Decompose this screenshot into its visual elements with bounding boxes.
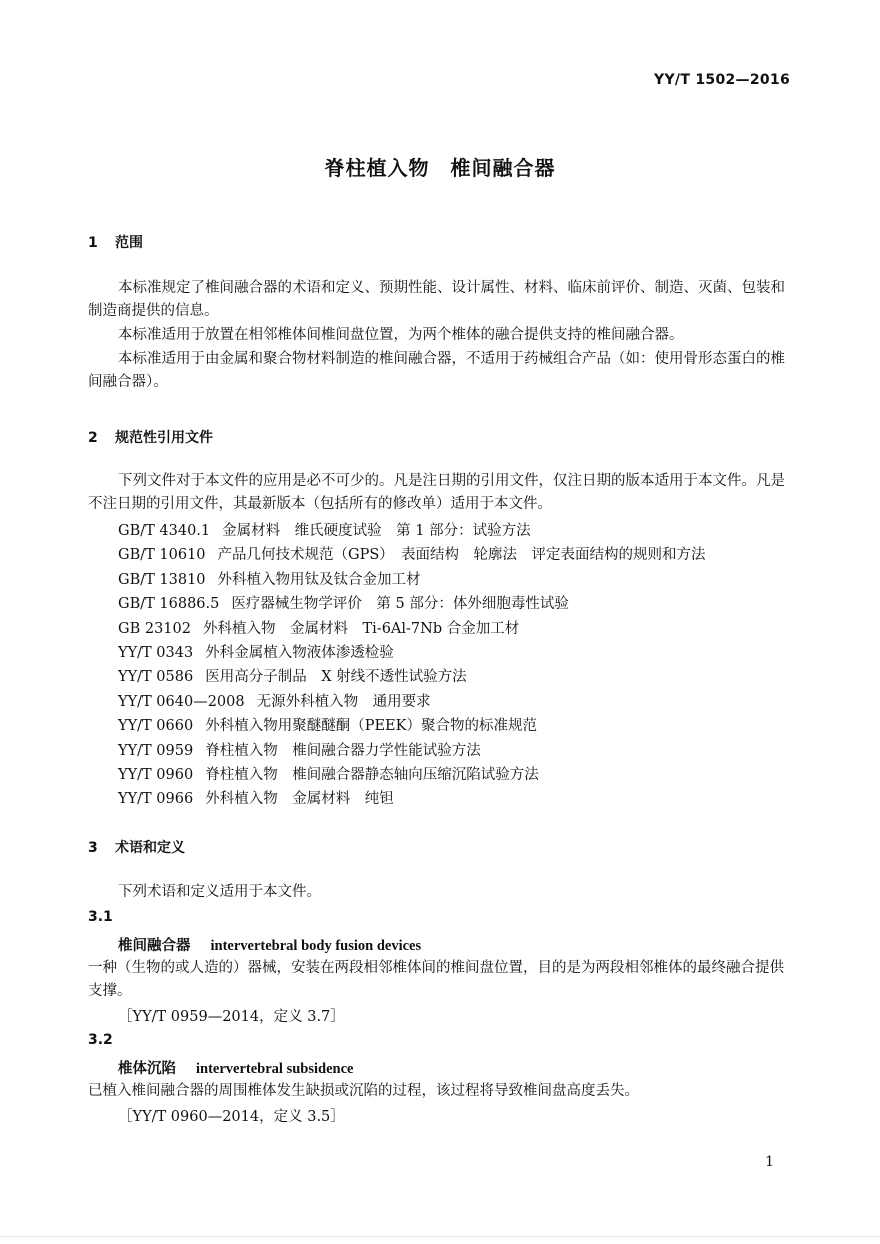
reference-code: YY/T 0586 [118, 669, 194, 686]
page-bottom-divider [0, 1236, 880, 1237]
reference-title: 医疗器械生物学评价 第 5 部分：体外细胞毒性试验 [231, 596, 569, 613]
reference-title: 金属材料 维氏硬度试验 第 1 部分：试验方法 [222, 523, 531, 539]
reference-code: GB/T 4340.1 [118, 523, 211, 539]
reference-title: 脊柱植入物 椎间融合器静态轴向压缩沉陷试验方法 [205, 767, 539, 783]
reference-item [118, 642, 394, 664]
reference-item [118, 618, 519, 640]
term-source: ［YY/T 0960—2014，定义 3.5］ [118, 1109, 345, 1125]
reference-title: 脊柱植入物 椎间融合器力学性能试验方法 [205, 742, 481, 759]
reference-item [118, 569, 421, 591]
reference-title: 外科植入物 金属材料 Ti-6Al-7Nb 合金加工材 [202, 620, 520, 637]
reference-title: 无源外科植入物 通用要求 [256, 693, 431, 710]
section-2-heading [88, 427, 213, 447]
reference-code: GB/T 13810 [118, 571, 206, 588]
section-title: 规范性引用文件 [115, 430, 213, 446]
term-en: intervertebral subsidence [196, 1061, 354, 1077]
reference-item [118, 666, 467, 688]
term-zh: 椎体沉陷 [118, 1061, 176, 1077]
paragraph: 下列文件对于本文件的应用是必不可少的。凡是注日期的引用文件，仅注日期的版本适用于本文件。凡是不注日期的引用文件，其最新版本（包括所有的修改单）适用于本文件。 [88, 473, 785, 512]
reference-item [118, 593, 569, 615]
term-number: 3.1 [88, 909, 113, 925]
reference-item [118, 691, 431, 713]
reference-code: YY/T 0343 [118, 645, 194, 661]
reference-code: GB 23102 [118, 620, 191, 637]
reference-title: 外科植入物用钛及钛合金加工材 [217, 571, 421, 588]
term-entry [118, 1057, 353, 1078]
paragraph: 下列术语和定义适用于本文件。 [118, 884, 321, 900]
reference-title: 外科植入物 金属材料 纯钽 [205, 791, 394, 808]
term-source: ［YY/T 0959—2014，定义 3.7］ [118, 1009, 345, 1025]
reference-code: YY/T 0960 [118, 767, 194, 783]
term-en: intervertebral body fusion devices [210, 938, 422, 954]
reference-title: 外科金属植入物液体渗透检验 [205, 645, 394, 661]
reference-code: YY/T 0966 [118, 791, 194, 808]
section-1-heading [88, 232, 143, 252]
reference-item [118, 740, 481, 762]
reference-code: YY/T 0640—2008 [118, 693, 245, 710]
reference-item [118, 788, 394, 810]
reference-title: 产品几何技术规范（GPS） 表面结构 轮廓法 评定表面结构的规则和方法 [217, 547, 706, 564]
section-title: 术语和定义 [115, 840, 185, 856]
paragraph: 本标准规定了椎间融合器的术语和定义、预期性能、设计属性、材料、临床前评价、制造、灭菌、包装和制造商提供的信息。 [88, 280, 785, 319]
term-definition: 一种（生物的或人造的）器械，安装在两段相邻椎体间的椎间盘位置，目的是为两段相邻椎体的最终融合提供支撑。 [88, 960, 784, 999]
reference-title: 外科植入物用聚醚醚酮（PEEK）聚合物的标准规范 [205, 718, 537, 735]
reference-code: YY/T 0660 [118, 718, 194, 735]
term-number: 3.2 [88, 1032, 113, 1048]
section-3-heading [88, 837, 185, 857]
section-title: 范围 [115, 235, 143, 251]
reference-code: GB/T 16886.5 [118, 596, 220, 613]
reference-title: 医用高分子制品 X 射线不透性试验方法 [205, 669, 467, 686]
document-title: 脊柱植入物 椎间融合器 [324, 156, 556, 180]
term-zh: 椎间融合器 [118, 938, 191, 954]
reference-item [118, 520, 531, 542]
section-number: 3 [88, 840, 98, 856]
reference-code: YY/T 0959 [118, 742, 194, 759]
page-number: 1 [765, 1154, 774, 1170]
paragraph: 本标准适用于由金属和聚合物材料制造的椎间融合器，不适用于药械组合产品（如：使用骨形态蛋白的椎间融合器）。 [88, 351, 785, 390]
section-number: 2 [88, 430, 98, 446]
reference-item [118, 715, 537, 737]
term-definition: 已植入椎间融合器的周围椎体发生缺损或沉陷的过程，该过程将导致椎间盘高度丢失。 [88, 1083, 639, 1099]
reference-code: GB/T 10610 [118, 547, 206, 564]
standard-code: YY/T 1502—2016 [654, 72, 790, 88]
term-entry [118, 934, 421, 955]
section-number: 1 [88, 235, 98, 251]
reference-item [118, 544, 706, 566]
paragraph: 本标准适用于放置在相邻椎体间椎间盘位置，为两个椎体的融合提供支持的椎间融合器。 [118, 327, 684, 343]
reference-item [118, 764, 539, 786]
